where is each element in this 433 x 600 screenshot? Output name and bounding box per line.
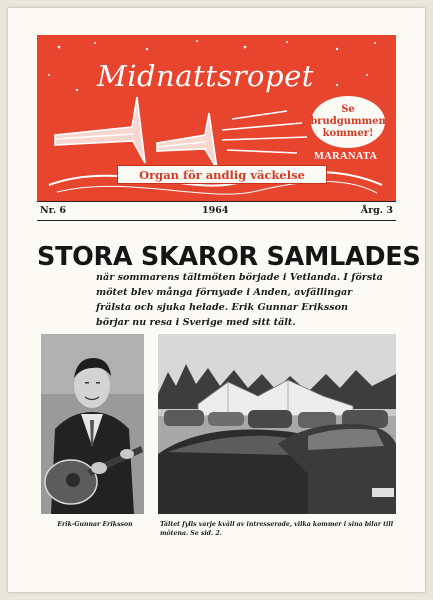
- caption-line: Tältet fylls varje kväll av intresserade, vilka kommer i sina bilar till: [160, 521, 394, 528]
- masthead-tagline: MARANATA: [314, 151, 378, 162]
- masthead-subtitle-banner: [117, 165, 327, 184]
- bubble-line: kommer!: [322, 128, 374, 139]
- issue-volume: Årg. 3: [360, 205, 393, 216]
- portrait-caption: Erik-Gunnar Eriksson: [57, 521, 133, 528]
- issue-info-bar: [37, 201, 396, 221]
- lede-line: frälsta och sjuka helade. Erik Gunnar Eriksson: [96, 302, 349, 313]
- lede-line: mötet blev många förnyade i Anden, avfällingar: [96, 287, 353, 298]
- speech-bubble: [311, 96, 385, 148]
- issue-number: Nr. 6: [40, 205, 67, 216]
- bubble-line: brudgummen: [310, 116, 386, 127]
- caption-line: mötena. Se sid. 2.: [160, 530, 222, 537]
- article-headline: STORA SKAROR SAMLADES: [37, 242, 421, 272]
- tent-photo-caption: [160, 520, 396, 538]
- bubble-line: Se: [341, 104, 355, 115]
- lede-line: börjar nu resa i Sverige med sitt tält.: [96, 317, 296, 328]
- masthead-title: Midnattsropet: [97, 59, 314, 93]
- trumpet-icons: [55, 97, 307, 169]
- tent-meeting-photo: [158, 334, 396, 514]
- masthead-subtitle: Organ för andlig väckelse: [139, 167, 305, 182]
- issue-year: 1964: [202, 205, 229, 216]
- magazine-page: [8, 8, 425, 592]
- article-lede: [96, 270, 396, 330]
- portrait-photo: [41, 334, 144, 514]
- masthead: [37, 35, 396, 201]
- lede-line: när sommarens tältmöten började i Vetlanda. I första: [96, 272, 383, 283]
